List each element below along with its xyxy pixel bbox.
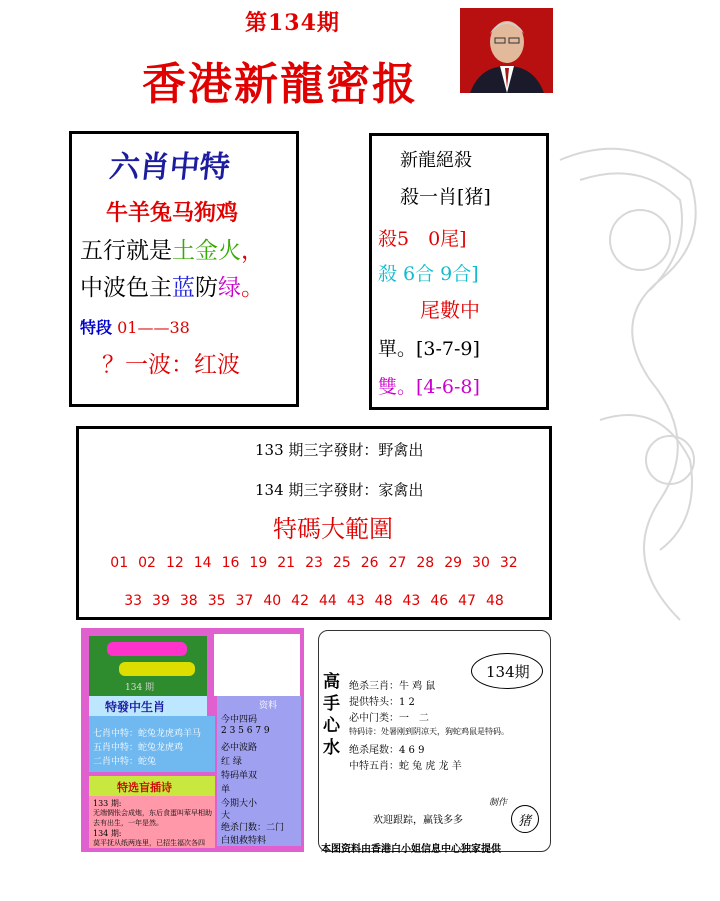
five-elements-label: 五行就是 — [80, 238, 172, 264]
side-info — [217, 696, 301, 846]
wave-label: 中波色主 — [80, 275, 172, 301]
wave-guard: 防 — [195, 275, 218, 301]
range-number: 01 — [110, 555, 129, 571]
welcome-text: 欢迎跟踪，赢钱多多 — [373, 815, 463, 826]
zodiac-items — [89, 716, 215, 772]
heading2: 特选盲插诗 — [117, 781, 172, 794]
range-number: 23 — [305, 555, 323, 571]
range-number: 43 — [402, 593, 421, 609]
side-9: 大 — [221, 811, 231, 821]
kill-tail: 殺5 0尾] — [378, 228, 467, 250]
dragon-watermark — [540, 120, 720, 680]
number-row-1 — [79, 555, 549, 571]
heading1-bar — [89, 696, 207, 716]
poem-5: 莫平抚从纸两连里，已招生福次各四 — [93, 839, 205, 847]
range-box — [76, 426, 552, 620]
one-wave-line: ？一波：红波 — [102, 352, 240, 378]
vertical-title — [323, 667, 343, 758]
panel-banner — [89, 636, 207, 696]
panel-issue: 134 期 — [125, 683, 155, 693]
issue134-hint: 134 期三字發財：家禽出 — [255, 481, 424, 499]
speech-bubble — [471, 653, 543, 689]
number-row-2 — [79, 593, 549, 609]
panel-footer: 本图资料由香港白小姐信息中心独家提供 — [321, 844, 501, 855]
special-zodiac-panel — [81, 628, 304, 852]
poem-2: 无端惆怅会成炮，东后食蛋叫荤早相助 — [93, 809, 212, 817]
side-11: 白姐救特料 — [221, 836, 267, 846]
range-number: 21 — [277, 555, 296, 571]
kill-combo: 殺 6合 9合] — [378, 263, 479, 285]
tip-5: 绝杀尾数：4 6 9 — [349, 745, 425, 756]
item-five: 五肖中特：蛇兔龙虎鸡 — [93, 743, 184, 753]
stamp-circle — [511, 805, 539, 833]
poem-area — [89, 796, 215, 848]
tip-3: 必中门类：一 二 — [349, 713, 429, 724]
heading1: 特發中生肖 — [105, 700, 166, 714]
issue-number: 第134期 — [245, 10, 340, 36]
range-number: 19 — [249, 555, 268, 571]
special-range-value: 01——38 — [117, 318, 190, 337]
range-number: 25 — [332, 555, 351, 571]
range-number: 16 — [221, 555, 240, 571]
range-number: 28 — [416, 555, 435, 571]
range-number: 42 — [291, 593, 309, 609]
side-7: 单 — [221, 785, 231, 795]
panel-blank — [214, 634, 300, 696]
side-2: 今中四码 — [221, 715, 258, 725]
side-3: 2 3 5 6 7 9 — [221, 726, 270, 736]
five-elements-value: 土金火 — [172, 238, 241, 264]
side-8: 今期大小 — [221, 799, 258, 809]
range-number: 27 — [388, 555, 407, 571]
stamp-label: 制作 — [489, 798, 508, 808]
vertical-char-4: 水 — [323, 738, 340, 758]
range-number: 02 — [138, 555, 156, 571]
issue133-hint: 133 期三字發財：野禽出 — [255, 441, 424, 459]
wave-main: 蓝 — [172, 275, 195, 301]
poem-1: 133 期: — [93, 799, 122, 808]
range-number: 12 — [165, 555, 184, 571]
kill-zodiac: 殺一肖[猪] — [400, 186, 491, 208]
tip-1: 绝杀三肖：牛 鸡 鼠 — [349, 681, 436, 692]
range-number: 46 — [430, 593, 449, 609]
range-number: 40 — [263, 593, 282, 609]
heading2-bar — [89, 776, 215, 796]
tail-heading: 尾數中 — [420, 298, 480, 322]
range-number: 33 — [124, 593, 143, 609]
item-two: 二肖中特：蛇兔 — [93, 757, 157, 767]
range-number: 38 — [179, 593, 198, 609]
range-number: 26 — [360, 555, 379, 571]
six-zodiac-box — [69, 131, 299, 407]
range-number: 39 — [152, 593, 170, 609]
item-seven: 七肖中特：蛇兔龙虎鸡羊马 — [93, 729, 202, 739]
range-number: 43 — [346, 593, 365, 609]
side-6: 特码单双 — [221, 771, 258, 781]
stamp-char: 猪 — [518, 814, 532, 829]
vertical-char-1: 高 — [323, 672, 340, 692]
range-number: 37 — [235, 593, 254, 609]
portrait-photo — [460, 8, 553, 93]
banner-blob — [107, 642, 187, 656]
special-range-line — [80, 315, 190, 338]
wave-alt: 绿 — [218, 275, 241, 301]
range-number: 35 — [207, 593, 226, 609]
box1-logo: 六肖中特 — [107, 150, 232, 185]
kill-box — [369, 133, 549, 410]
bubble-text: 134期 — [486, 663, 530, 681]
range-number: 47 — [458, 593, 476, 609]
wave-color-line — [80, 269, 264, 302]
range-number: 48 — [485, 593, 504, 609]
side-5: 红 绿 — [221, 757, 242, 767]
range-number: 29 — [444, 555, 463, 571]
range-number: 48 — [374, 593, 393, 609]
tip-2: 提供特头：1 2 — [349, 697, 415, 708]
expert-tips-panel — [318, 630, 551, 855]
five-elements-comma: ， — [241, 238, 264, 264]
five-elements-line — [80, 232, 264, 265]
range-heading: 特碼大範圍 — [273, 515, 393, 543]
banner-blob-2 — [119, 662, 195, 676]
page-title: 香港新龍密报 — [142, 59, 418, 110]
side-1: 资料 — [259, 701, 278, 711]
special-range-label: 特段 — [80, 318, 113, 337]
wave-period: 。 — [241, 275, 264, 301]
range-number: 32 — [499, 555, 518, 571]
side-10: 绝杀门数：二门 — [221, 823, 285, 833]
side-4: 必中波路 — [221, 743, 258, 753]
zodiac-list: 牛羊兔马狗鸡 — [106, 200, 239, 226]
range-number: 30 — [472, 555, 490, 571]
tail-odd: 單。[3-7-9] — [378, 338, 480, 360]
tail-even: 雙。[4-6-8] — [378, 376, 480, 398]
vertical-char-2: 手 — [323, 694, 340, 714]
kill-title: 新龍絕殺 — [400, 150, 472, 171]
range-number: 14 — [193, 555, 212, 571]
tip-4: 特码诗：处暑刚到阴凉天，狗蛇鸡鼠是特码。 — [349, 727, 509, 736]
vertical-char-3: 心 — [323, 716, 340, 736]
range-number: 44 — [319, 593, 337, 609]
tip-6: 中特五肖：蛇 兔 虎 龙 羊 — [349, 761, 462, 772]
poem-3: 去有出生，一年是然。 — [93, 819, 163, 827]
poem-4: 134 期: — [93, 829, 122, 838]
